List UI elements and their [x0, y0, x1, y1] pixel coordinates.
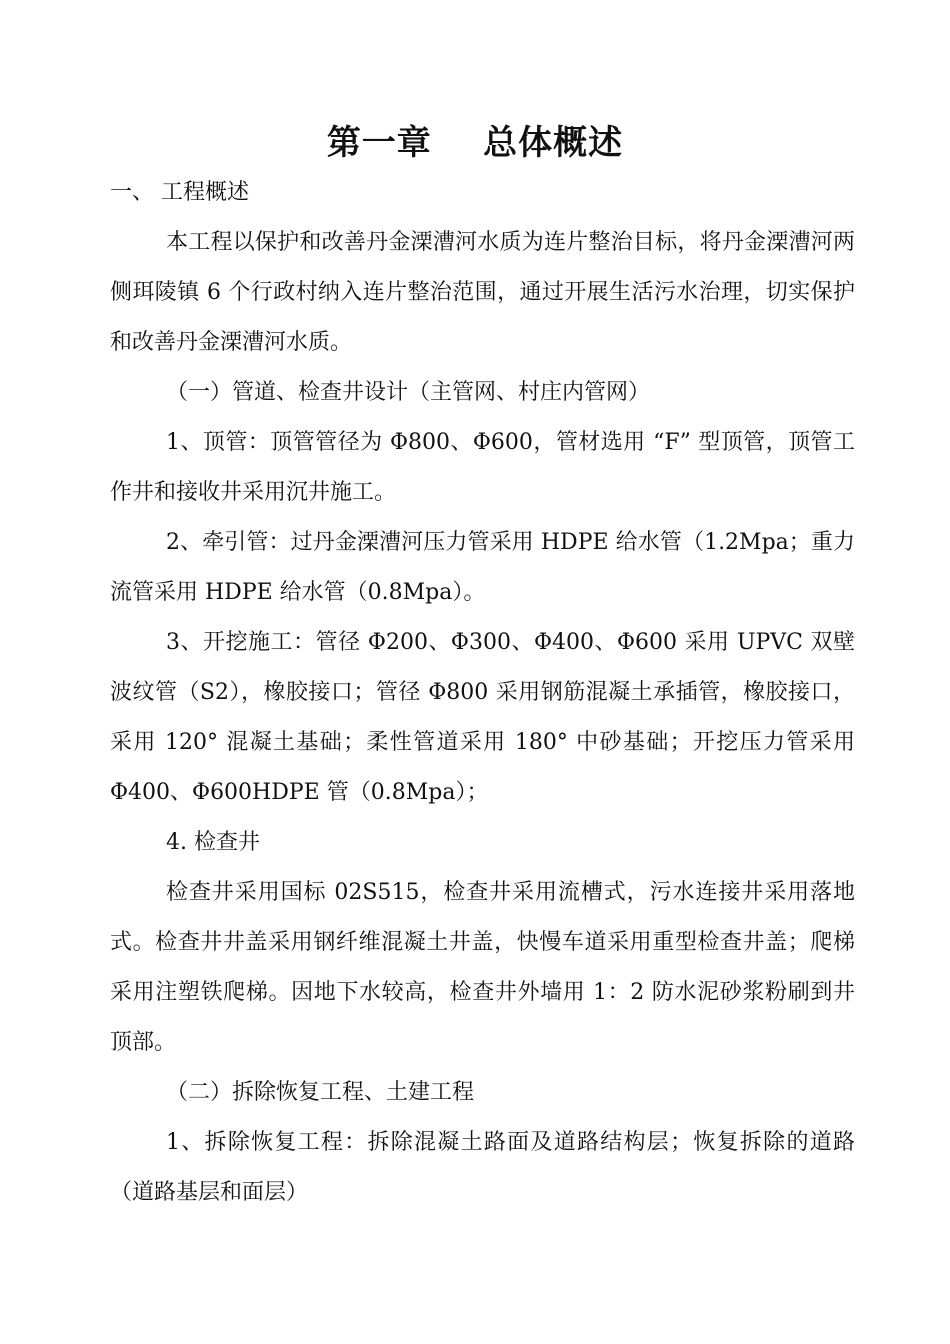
paragraph-demolition: 1、拆除恢复工程：拆除混凝土路面及道路结构层；恢复拆除的道路（道路基层和面层）: [110, 1130, 855, 1205]
paragraph-traction-pipe: 2、牵引管：过丹金溧漕河压力管采用 HDPE 给水管（1.2Mpa；重力流管采用 HDPE 给水管（0.8Mpa）。: [110, 530, 855, 605]
subheading-pipe-design: （一）管道、检查井设计（主管网、村庄内管网）: [166, 380, 651, 405]
paragraph-jacking-pipe: 1、顶管：顶管管径为 Φ800、Φ600，管材选用 “F” 型顶管，顶管工作井和接收井采用沉井施工。: [110, 430, 855, 505]
chapter-title: 第一章 总体概述: [326, 123, 624, 163]
subheading-inspection-well: 4. 检查井: [166, 830, 260, 855]
paragraph-overview: 本工程以保护和改善丹金溧漕河水质为连片整治目标，将丹金溧漕河两侧珥陵镇 6 个行政村纳入连片整治范围，通过开展生活污水治理，切实保护和改善丹金溧漕河水质。: [110, 230, 855, 355]
paragraph-inspection-well: 检查井采用国标 02S515，检查井采用流槽式，污水连接井采用落地式。检查井井盖采用钢纤维混凝土井盖，快慢车道采用重型检查井盖；爬梯采用注塑铁爬梯。因地下水较高，检查井外墙用 1：2 防水泥砂浆粉刷到井顶部。: [110, 880, 855, 1055]
paragraph-excavation: 3、开挖施工：管径 Φ200、Φ300、Φ400、Φ600 采用 UPVC 双壁波纹管（S2），橡胶接口；管径 Φ800 采用钢筋混凝土承插管，橡胶接口，采用 120° 混凝土基础；柔性管道采用 180° 中砂基础；开挖压力管采用 Φ400、Φ600HDPE 管（0.8Mpa）；: [110, 630, 855, 805]
subheading-demolition: （二）拆除恢复工程、土建工程: [166, 1080, 475, 1105]
section-heading: 一、 工程概述: [110, 180, 249, 205]
